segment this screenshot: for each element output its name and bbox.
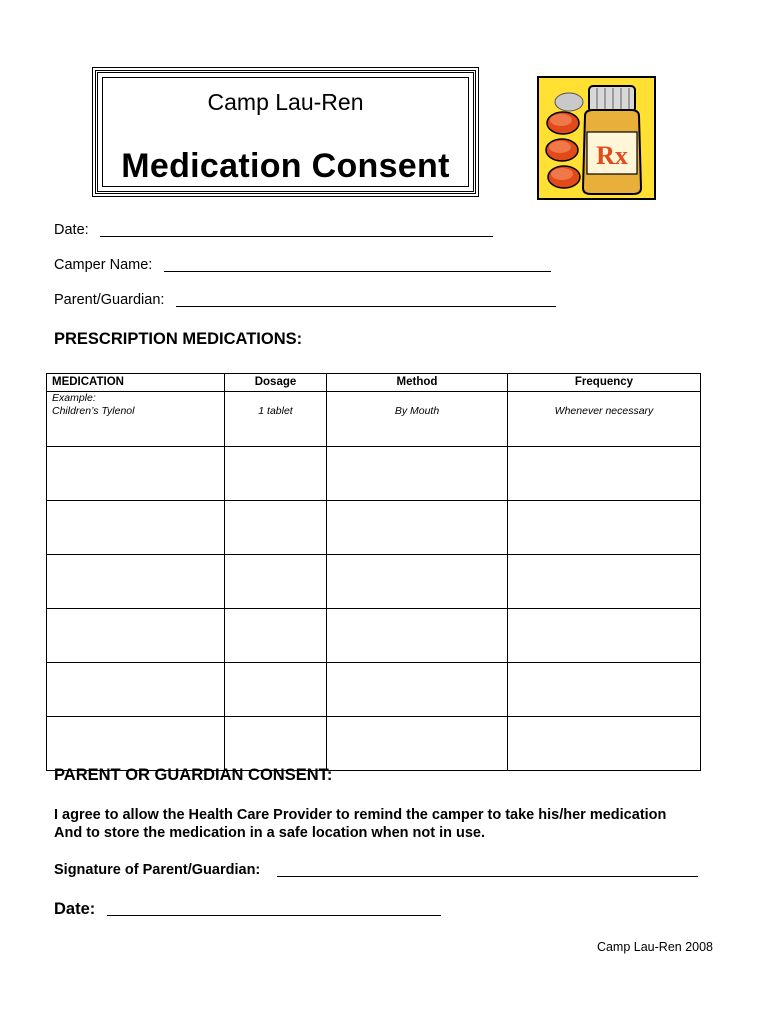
- dosage-cell[interactable]: [225, 609, 327, 663]
- title-box: [95, 70, 476, 194]
- medication-cell[interactable]: [47, 555, 225, 609]
- column-header-method: Method: [327, 374, 508, 392]
- medication-cell[interactable]: [47, 501, 225, 555]
- consent-line-2: And to store the medication in a safe location when not in use.: [54, 825, 486, 841]
- rx-symbol: Rx: [596, 141, 628, 170]
- medication-cell[interactable]: [47, 609, 225, 663]
- pill-icon: [547, 112, 579, 134]
- pill-icon: [548, 166, 580, 188]
- consent-heading: PARENT OR GUARDIAN CONSENT:: [54, 766, 333, 784]
- consent-date-label: Date:: [54, 900, 96, 918]
- example-row: [47, 392, 701, 447]
- table-row: [47, 663, 701, 717]
- pill-icon: [546, 139, 578, 161]
- camp-name: Camp Lau-Ren: [207, 89, 364, 115]
- table-row: [47, 555, 701, 609]
- parent-guardian-label: Parent/Guardian:: [54, 292, 165, 308]
- parent-guardian-line[interactable]: [176, 306, 556, 307]
- frequency-cell[interactable]: [508, 447, 701, 501]
- column-header-frequency: Frequency: [508, 374, 701, 392]
- consent-line-1: I agree to allow the Health Care Provider to remind the camper to take his/her medication: [54, 807, 667, 823]
- medication-table: [46, 373, 701, 771]
- prescription-bottle-icon: [537, 76, 656, 200]
- signature-line[interactable]: [277, 876, 698, 877]
- dosage-cell[interactable]: [225, 717, 327, 771]
- camper-name-line[interactable]: [164, 271, 551, 272]
- frequency-cell[interactable]: [508, 555, 701, 609]
- consent-date-line[interactable]: [107, 915, 441, 916]
- example-label: Example:: [52, 392, 96, 404]
- table-row: [47, 609, 701, 663]
- signature-label: Signature of Parent/Guardian:: [54, 862, 261, 878]
- example-method: By Mouth: [327, 392, 508, 447]
- example-medication: Children’s Tylenol: [52, 404, 135, 417]
- medication-cell[interactable]: [47, 717, 225, 771]
- table-header-row: [47, 374, 701, 392]
- dosage-cell[interactable]: [225, 447, 327, 501]
- column-header-dosage: Dosage: [225, 374, 327, 392]
- camper-name-label: Camper Name:: [54, 257, 153, 273]
- example-dosage: 1 tablet: [225, 392, 327, 447]
- date-label: Date:: [54, 222, 89, 238]
- frequency-cell[interactable]: [508, 609, 701, 663]
- date-line[interactable]: [100, 236, 493, 237]
- table-row: [47, 447, 701, 501]
- table-row: [47, 501, 701, 555]
- frequency-cell[interactable]: [508, 501, 701, 555]
- consent-statement: [54, 806, 666, 842]
- frequency-cell[interactable]: [508, 717, 701, 771]
- prescription-heading: PRESCRIPTION MEDICATIONS:: [54, 330, 303, 348]
- medication-cell[interactable]: [47, 447, 225, 501]
- method-cell[interactable]: [327, 447, 508, 501]
- medication-cell[interactable]: [47, 663, 225, 717]
- frequency-cell[interactable]: [508, 663, 701, 717]
- method-cell[interactable]: [327, 501, 508, 555]
- dosage-cell[interactable]: [225, 555, 327, 609]
- example-medication-cell: [47, 392, 225, 447]
- document-title: Medication Consent: [121, 147, 450, 185]
- table-row: [47, 717, 701, 771]
- dosage-cell[interactable]: [225, 663, 327, 717]
- footer-text: Camp Lau-Ren 2008: [596, 940, 713, 954]
- column-header-medication: MEDICATION: [47, 374, 225, 392]
- example-frequency: Whenever necessary: [508, 392, 701, 447]
- method-cell[interactable]: [327, 555, 508, 609]
- method-cell[interactable]: [327, 717, 508, 771]
- method-cell[interactable]: [327, 609, 508, 663]
- method-cell[interactable]: [327, 663, 508, 717]
- dosage-cell[interactable]: [225, 501, 327, 555]
